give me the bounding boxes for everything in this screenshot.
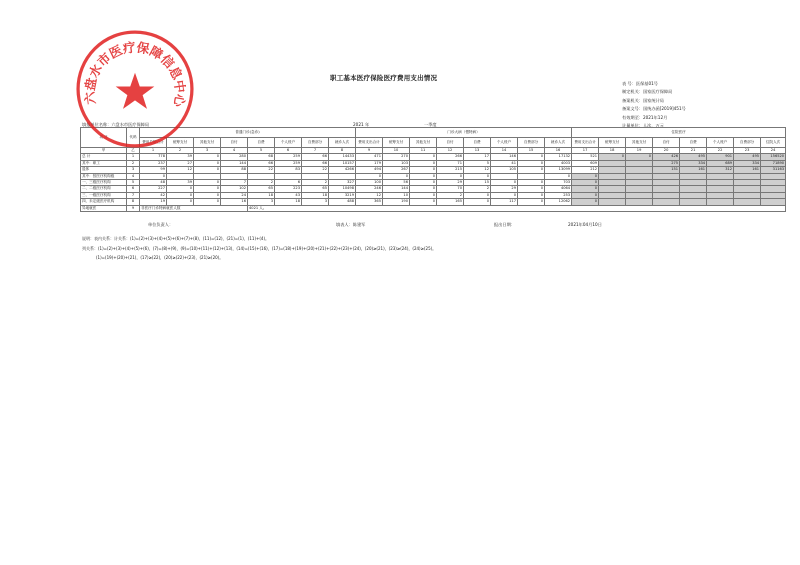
signature-date: 2021年04月10日 [568,222,602,227]
table-cell: 161 [734,167,761,173]
col-part2: 自费部分 [734,138,761,148]
official-seal-icon [74,28,196,150]
col-personal-account: 个人账户 [491,138,518,148]
index-cell: 15 [518,148,545,154]
table-cell: 0 [626,154,653,160]
table-cell: 151 [653,167,680,173]
index-cell: 1 [140,148,167,154]
table-cell: 39 [167,180,194,186]
table-cell: 0 [410,154,437,160]
table-cell: 495 [680,154,707,160]
table-cell: 71890 [761,160,786,166]
table-cell: 22 [248,167,275,173]
table-cell: 0 [518,154,545,160]
col-other2: 其他支付 [626,138,653,148]
table-cell: 0 [518,192,545,198]
note-line: 说明：表内关系：计关系：(1)=(2)+(3)+(4)+(5)+(6)+(7)+(8)，(11)=(12)，(21)=(1)，(11)+(4)。 [82,236,270,241]
table-cell: 43 [275,192,302,198]
table-cell: 327 [329,180,356,186]
col-visit-count: 就诊人次 [545,138,572,148]
meta-doc: 备案文号：国统办函[2019]451号 [622,106,686,112]
index-cell: 乙 [127,148,140,154]
table-cell: 334 [734,160,761,166]
index-cell: 9 [356,148,383,154]
table-cell: 0 [410,167,437,173]
table-cell: 0 [383,173,410,179]
col-acct2: 个人账户 [707,138,734,148]
table-cell: 7 [221,180,248,186]
table-cell: 0 [167,199,194,205]
index-cell: 18 [599,148,626,154]
table-cell: 215 [437,167,464,173]
table-cell: 0 [572,199,599,205]
table-cell: 0 [167,186,194,192]
table-cell: 0 [572,186,599,192]
table-cell: 17 [464,154,491,160]
table-cell: 144 [221,160,248,166]
table-cell: 0 [518,160,545,166]
report-title: 职工基本医疗保险医疗费用支出情况 [330,74,438,82]
table-cell: 312 [707,167,734,173]
table-cell: 103 [383,160,410,166]
col-self-fee: 自费 [248,138,275,148]
table-cell: 65 [302,186,329,192]
table-cell: 253 [545,192,572,198]
table-cell: 42 [140,192,167,198]
table-cell: 14433 [329,154,356,160]
table-cell: 56 [383,180,410,186]
table-cell: 12062 [545,199,572,205]
table-cell: 237 [140,160,167,166]
col-in-pool: 统筹支付 [167,138,194,148]
index-cell: 13 [464,148,491,154]
table-cell: 66 [302,160,329,166]
table-cell: 365 [356,199,383,205]
row-code: 4 [127,173,140,179]
report-period: 一季度 [424,122,437,127]
table-cell: 703 [545,180,572,186]
index-cell: 24 [761,148,786,154]
meta-unit: 计量单位：人次，万元 [622,123,664,129]
table-cell: 0 [572,180,599,186]
row-label: 二、二级医疗机构 [81,186,127,192]
table-cell: 0 [572,173,599,179]
table-cell: 3 [302,199,329,205]
table-cell: 71 [437,160,464,166]
meta-approval: 备案机关：国家统计局 [622,97,664,103]
table-cell: 259 [275,154,302,160]
table-cell: 2 [437,192,464,198]
index-cell: 12 [437,148,464,154]
table-cell: 70 [437,186,464,192]
filing-unit: 填报单位名称：六盘水市医疗保障局 [82,122,150,127]
table-cell: 0 [167,192,194,198]
index-cell: 甲 [81,148,127,154]
index-cell: 21 [680,148,707,154]
table-cell: 0 [410,199,437,205]
table-cell: 17132 [545,154,572,160]
row-code: 2 [127,160,140,166]
index-cell: 4 [221,148,248,154]
note-line: (1)=(19)+(20)+(21)，(17)≥(22)，(20)≥(22)+(23)，(21)≥(20)。 [96,255,224,261]
table-cell: 66 [248,160,275,166]
index-cell: 2 [167,148,194,154]
table-cell: 83 [275,167,302,173]
table-cell: 39 [167,154,194,160]
index-cell: 23 [734,148,761,154]
table-cell: 48 [140,180,167,186]
index-cell: 6 [275,148,302,154]
table-cell: 2 [302,180,329,186]
meta-org: 制定机关：国家医疗保障局 [622,89,673,95]
meta-table-no: 表 号：医保基01号 [622,81,658,86]
table-cell: 0 [464,199,491,205]
table-cell: 0 [464,173,491,179]
index-cell: 8 [329,148,356,154]
table-cell: 16 [221,199,248,205]
table-cell: 99 [140,167,167,173]
table-cell: 10157 [329,160,356,166]
table-cell: 5 [464,160,491,166]
table-cell: 227 [140,186,167,192]
index-cell: 20 [653,148,680,154]
table-cell: 0 [545,173,572,179]
table-cell: 266 [437,154,464,160]
table-cell: 4003 [545,160,572,166]
table-cell: 68 [248,154,275,160]
table-cell: 3219 [329,192,356,198]
table-cell: 280 [221,154,248,160]
table-cell: 19 [140,199,167,205]
table-cell: 165 [437,199,464,205]
col-other-pay: 其他支付 [194,138,221,148]
signature-date-label: 报出日期： [494,222,515,227]
table-cell: 0 [194,180,221,186]
table-cell: 334 [680,160,707,166]
row-code: 3 [127,167,140,173]
row-label: 其中：按医疗机构级 [81,173,127,179]
index-cell: 11 [410,148,437,154]
table-cell: 15 [464,180,491,186]
table-cell: 3 [248,199,275,205]
table-cell: 22 [302,167,329,173]
table-cell: 495 [734,154,761,160]
table-cell: 0 [572,192,599,198]
table-cell: 0 [599,154,626,160]
table-cell: 146 [491,154,518,160]
table-cell: 609 [572,160,599,166]
col-fee2: 自费 [680,138,707,148]
remote-note-cell: 非医疗门诊特病就医人数 [140,205,248,211]
table-cell: 778 [140,154,167,160]
table-cell: 901 [707,154,734,160]
table-cell: 0 [194,167,221,173]
table-cell: 0 [410,180,437,186]
signature-head: 单位负责人： [148,222,174,227]
table-cell: 0 [464,192,491,198]
table-cell: 0 [410,192,437,198]
table-cell: 13099 [545,167,572,173]
col-self-expense: 自费 [464,138,491,148]
table-cell: 0 [194,186,221,192]
remote-count-cell: 4021 人。 [248,205,786,211]
col-visits: 就诊人次 [329,138,356,148]
table-cell: 275 [653,160,680,166]
table-cell: 4064 [545,186,572,192]
table-cell: 117 [491,199,518,205]
svg-text:六盘水市医疗保障信息中心: 六盘水市医疗保障信息中心 [81,39,189,109]
table-cell: 10 [383,192,410,198]
table-cell: 29 [437,180,464,186]
table-cell: 31163 [761,167,786,173]
col-item: 项 目 [81,128,127,148]
group-inpatient: 住院医疗 [572,128,786,138]
table-cell: 27 [167,160,194,166]
index-cell: 19 [626,148,653,154]
table-cell: 0 [194,160,221,166]
table-cell: 190 [383,199,410,205]
table-cell: 488 [329,199,356,205]
signature-filler: 填表人：陈建军 [336,222,366,227]
table-cell: 100 [356,180,383,186]
table-cell: 4266 [329,167,356,173]
index-cell: 5 [248,148,275,154]
table-cell: 267 [383,167,410,173]
table-cell: 0 [410,173,437,179]
col-personal-pay: 自费部分 [302,138,329,148]
table-cell: 156520 [761,154,786,160]
table-cell: 0 [437,173,464,179]
table-cell: 0 [518,186,545,192]
table-cell: 12 [356,192,383,198]
col-self-part: 自费部分 [518,138,545,148]
group-outpatient: 普通门诊(急诊) [140,128,356,138]
col-code: 代码 [127,128,140,148]
notes-block [82,234,722,263]
report-year: 2021 年 [353,122,370,127]
table-cell: 144 [383,186,410,192]
row-code: 1 [127,154,140,160]
table-cell: 12 [167,167,194,173]
row-label: 其中：职工 [81,160,127,166]
col-pool2: 统筹支付 [599,138,626,148]
index-cell: 14 [491,148,518,154]
table-cell: 0 [356,173,383,179]
row-code: 7 [127,192,140,198]
table-cell: 24 [221,192,248,198]
table-cell: 10498 [329,186,356,192]
index-cell: 3 [194,148,221,154]
table-cell: 18 [302,192,329,198]
col-other-fund: 其他支付 [410,138,437,148]
col-visits2: 住院人次 [761,138,786,148]
table-cell: 0 [518,167,545,173]
note-line: 列关系：(1)=(2)+(3)+(4)+(5)+(6)，(7)=(8)+(9)，(9)=(10)+(11)+(12)+(13)，(14)=(15)+(16)，(17)=(18)+(19)+(20)+(21)+(22)+(23)+(24)，(20)≥(21)，(23)≥(24)，(24)≥(25)。 [82,245,437,251]
table-cell: 0 [410,160,437,166]
table-cell: 18 [275,199,302,205]
col-pay-sum: 费用支出合计 [572,138,599,148]
table-cell: 0 [410,186,437,192]
table-cell: 270 [383,154,410,160]
table-cell: 494 [356,167,383,173]
col-personal-acct: 个人账户 [275,138,302,148]
row-code: 8 [127,199,140,205]
col-pool-pay: 统筹支付 [383,138,410,148]
index-cell: 7 [302,148,329,154]
table-cell: 246 [356,186,383,192]
table-cell: 212 [572,167,599,173]
index-cell: 10 [383,148,410,154]
table-cell: 689 [707,160,734,166]
index-cell: 17 [572,148,599,154]
col-self2: 自付 [653,138,680,148]
table-cell: 259 [275,160,302,166]
table-cell: 521 [572,154,599,160]
table-cell: 223 [275,186,302,192]
row-label: 异地就医 [81,205,127,211]
table-cell: 0 [194,192,221,198]
row-label: 四、未定级医疗机构 [81,199,127,205]
col-pay-total: 费用支出合计 [356,138,383,148]
table-cell: 65 [248,186,275,192]
report-meta [622,80,686,130]
table-cell: 161 [680,167,707,173]
table-cell: 0 [491,180,518,186]
table-cell: 179 [356,160,383,166]
table-cell: 6 [275,180,302,186]
table-cell: 0 [140,173,167,179]
table-row [81,205,786,211]
group-special: 门诊大病（慢特病） [356,128,572,138]
table-body [81,154,786,212]
table-cell: 29 [491,186,518,192]
row-label: 总 计 [81,154,127,160]
row-label: 三、一级医疗机构 [81,192,127,198]
table-cell: 0 [518,180,545,186]
table-cell: 66 [302,154,329,160]
table-cell: 18 [248,192,275,198]
row-code: 5 [127,180,140,186]
table-cell: 426 [653,154,680,160]
row-label: 退休 [81,167,127,173]
table-cell: 2 [248,180,275,186]
table-cell: 102 [221,186,248,192]
meta-valid: 有效期至：2021年12月 [622,114,668,120]
index-cell: 22 [707,148,734,154]
table-cell: 41 [491,160,518,166]
col-pay-self: 自付 [437,138,464,148]
table-cell: 0 [491,192,518,198]
table-cell: 12 [464,167,491,173]
row-label: 一、三级医疗机构 [81,180,127,186]
table-cell: 471 [356,154,383,160]
row-code: 9 [127,205,140,211]
table-cell: 0 [194,199,221,205]
index-cell: 16 [545,148,572,154]
row-code: 6 [127,186,140,192]
table-cell: 88 [221,167,248,173]
col-total-cost: 费用总额合计 [140,138,167,148]
table-cell: 0 [518,199,545,205]
col-self-pay: 自付 [221,138,248,148]
table-cell: 0 [194,154,221,160]
table-cell: 2 [464,186,491,192]
table-cell: 105 [491,167,518,173]
